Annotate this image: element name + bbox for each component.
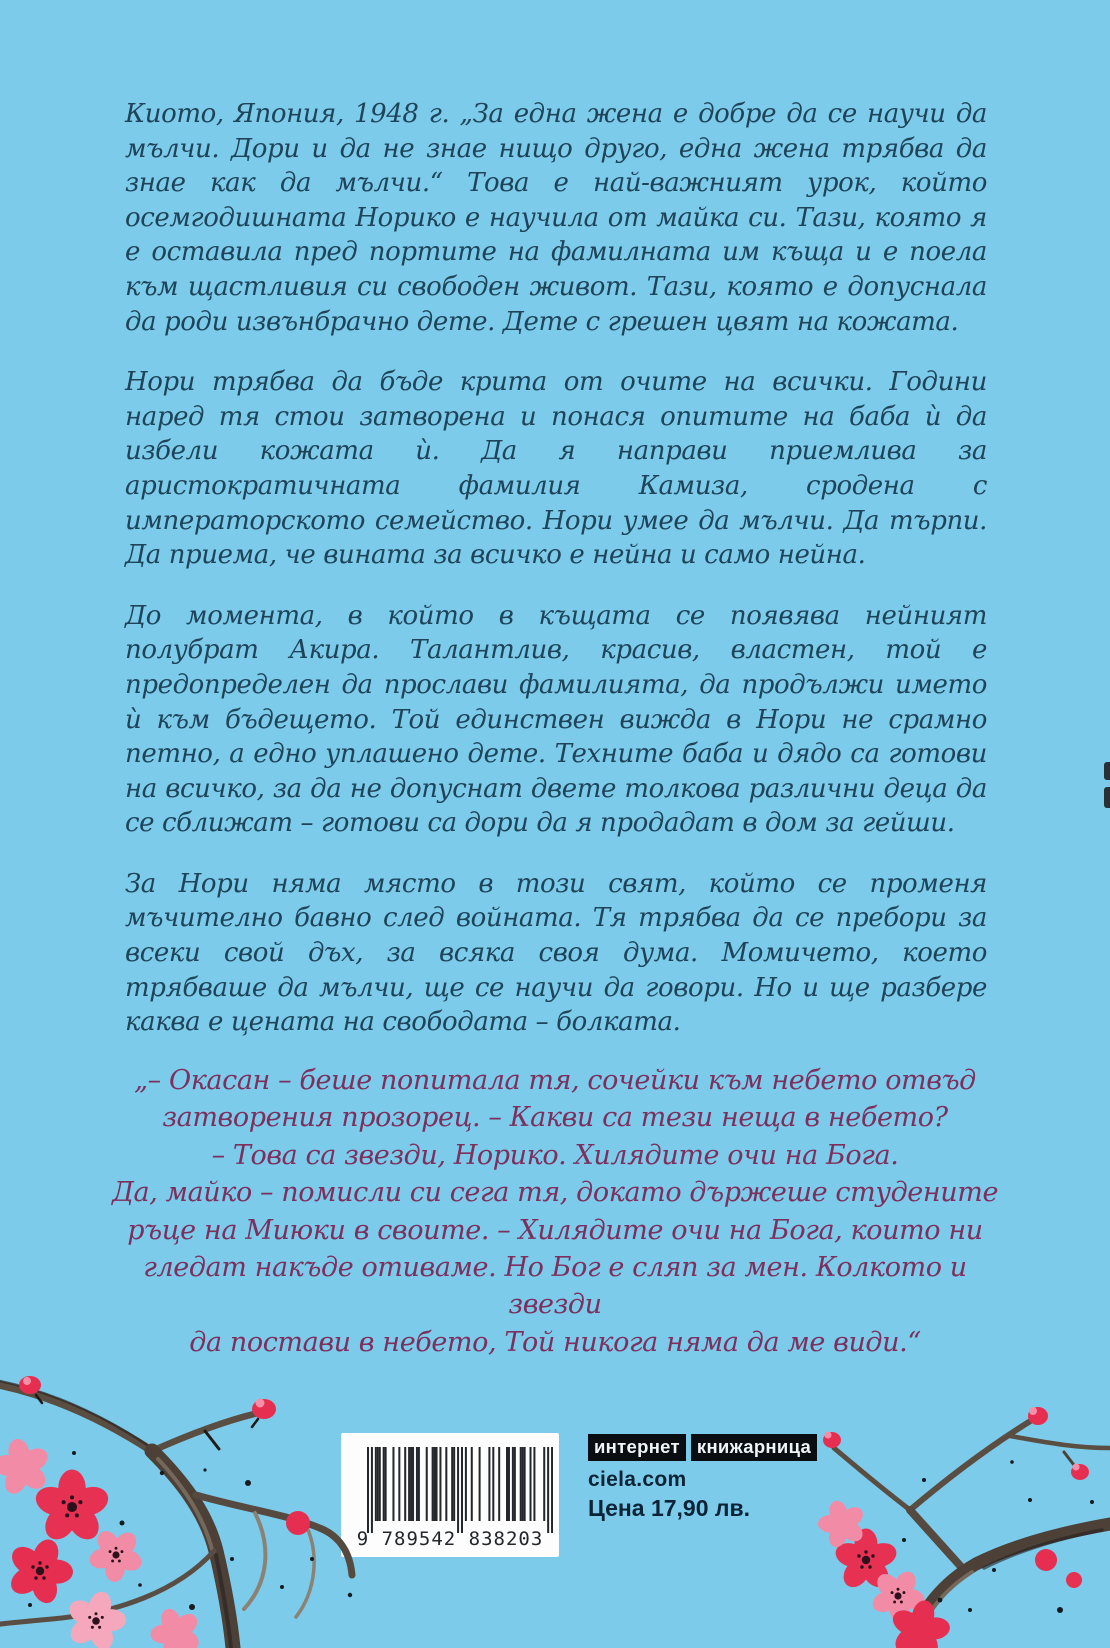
publisher-website: ciela.com [588, 1468, 687, 1491]
book-excerpt-quote [105, 1062, 1005, 1361]
quote-line: затворения прозорец. – Какви са тези неща в небето? [162, 1102, 948, 1134]
plum-blossom-branch-right-icon [812, 1362, 1110, 1648]
price-label: Цена 17,90 лв. [588, 1495, 751, 1521]
bookstore-label-word: интернет [588, 1434, 686, 1461]
page-edge-mark [1104, 787, 1110, 808]
synopsis-paragraph: До момента, в който в къщата се появява нейният полубрат Акира. Талантлив, красив, властен, той е предопределен да прослави фамилията, да продължи името ѝ към бъдещето. Той единствен вижда в Нори не срамно петно, а едно уплашено дете. Техните баба и дядо са готови на всичко, за да не допуснат двете толкова различни деца да се сближат – готови са дори да я продадат в дом за гейши. [125, 600, 987, 839]
barcode-number: 9 789542 838203 [356, 1528, 544, 1550]
quote-line: ръце на Миюки в своите. – Хилядите очи на Бога, които ни [127, 1214, 983, 1246]
synopsis-text [125, 97, 987, 1066]
bookstore-label-word: книжарница [691, 1434, 817, 1461]
publisher-info [588, 1434, 817, 1522]
quote-line: Да, майко – помисли си сега тя, докато държеше студените [111, 1177, 999, 1209]
quote-line: – Това са звезди, Норико. Хилядите очи на Бога. [211, 1139, 899, 1171]
quote-line: гледат накъде отиваме. Но Бог е сляп за мен. Колкото и звезди [143, 1252, 967, 1321]
quote-line: „– Окасан – беше попитала тя, сочейки към небето отвъд [134, 1065, 976, 1096]
synopsis-paragraph: Киото, Япония, 1948 г. „За една жена е добре да се научи да мълчи. Дори и да не знае нищо друго, една жена трябва да знае как да мълчи.“ Това е най-важният урок, който осемгодишната Норико е научила от майка си. Тази, която я е оставила пред портите на фамилната им къща и е поела към щастливия си свободен живот. Тази, която е допуснала да роди извънбрачно дете. Дете с грешен цвят на кожата. [125, 99, 987, 337]
synopsis-paragraph: Нори трябва да бъде крита от очите на всички. Години наред тя стои затворена и понася опитите на баба ѝ да избели кожата ѝ. Да я направи приемлива за аристократичната фамилия Камиза, сродена с императорското семейство. Нори умее да мълчи. Да търпи. Да приема, че вината за всичко е нейна и само нейна. [125, 367, 987, 571]
synopsis-paragraph: За Нори няма място в този свят, който се променя мъчително бавно след войната. Тя трябва да се пребори за всеки свой дъх, за всяка своя дума. Момичето, което трябваше да мълчи, ще се научи да говори. Но и ще разбере каква е цената на свободата – болката. [125, 868, 987, 1038]
page-edge-mark [1104, 762, 1110, 780]
bookstore-label [588, 1434, 817, 1461]
plum-blossom-branch-left-icon [0, 1355, 430, 1648]
quote-line: да постави в небето, Той никога няма да ме види.“ [189, 1326, 921, 1358]
